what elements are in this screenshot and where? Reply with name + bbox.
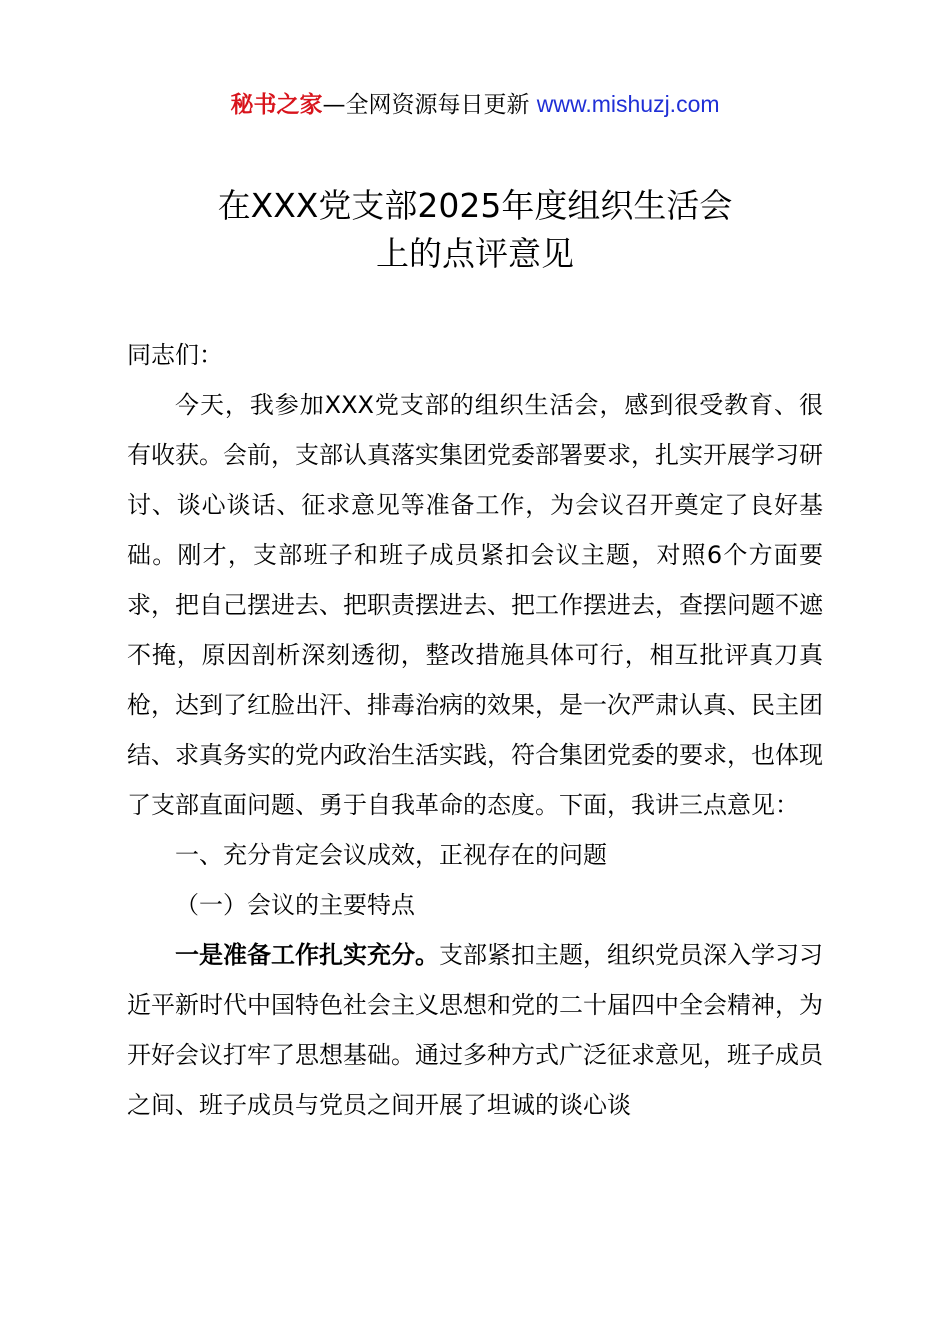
point-1-lead: 一是准备工作扎实充分。	[175, 941, 439, 969]
title-line-2: 上的点评意见	[376, 234, 574, 273]
title-line-1: 在XXX党支部2025年度组织生活会	[217, 186, 733, 225]
document-body	[127, 330, 823, 1130]
document-header	[0, 88, 950, 121]
document-title	[0, 182, 950, 278]
subsection-heading-1: （一）会议的主要特点	[175, 891, 415, 919]
paragraph-point-1	[127, 930, 823, 1130]
section-heading-1: 一、充分肯定会议成效，正视存在的问题	[175, 841, 607, 869]
paragraph-intro: 今天，我参加XXX党支部的组织生活会，感到很受教育、很有收获。会前，支部认真落实集团党委部署要求，扎实开展学习研讨、谈心谈话、征求意见等准备工作，为会议召开奠定了良好基础。刚才，支部班子和班子成员紧扣会议主题，对照6个方面要求，把自己摆进去、把职责摆进去、把工作摆进去，查摆问题不遮不掩，原因剖析深刻透彻，整改措施具体可行，相互批评真刀真枪，达到了红脸出汗、排毒治病的效果，是一次严肃认真、民主团结、求真务实的党内政治生活实践，符合集团党委的要求，也体现了支部直面问题、勇于自我革命的态度。下面，我讲三点意见：	[127, 391, 823, 819]
site-url: www.mishuzj.com	[536, 91, 720, 117]
header-tagline: —全网资源每日更新	[322, 92, 537, 118]
point-1-text: 支部紧扣主题，组织党员深入学习习近平新时代中国特色社会主义思想和党的二十届四中全会精神，为开好会议打牢了思想基础。通过多种方式广泛征求意见，班子成员之间、班子成员与党员之间开展了坦诚的谈心谈	[127, 941, 823, 1119]
salutation: 同志们：	[127, 341, 223, 369]
brand-name: 秘书之家	[230, 92, 323, 118]
